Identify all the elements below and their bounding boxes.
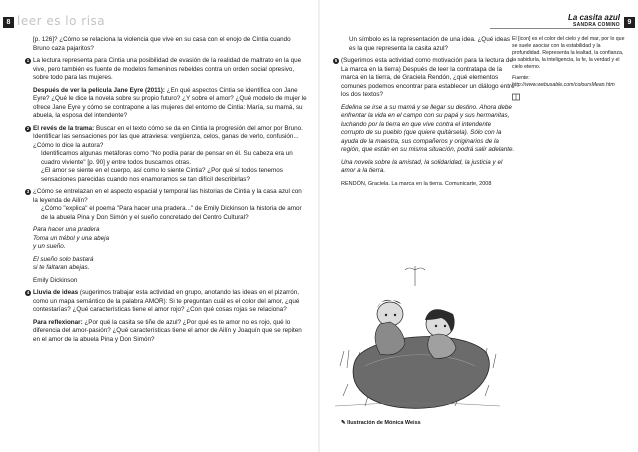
poem-line: El sueño solo bastará [33,255,94,263]
pencil-icon: ✎ [341,420,346,426]
paragraph: (Sugerimos esta actividad como motivación para la lectura de La marca en la tierra) Después de leer la contratapa de la marca en la tierra, de Graciela Rendón, ¿qué elementos comunes podemos encontrar para establecer un diálogo entre los dos textos? [341,57,515,98]
paragraph: [p. 126]? ¿Cómo se relaciona la violencia que vive en su casa con el enojo de Cintia cuando Bruno caza pajaritos? [33,36,291,52]
paragraph: ¿El amor se siente en el cuerpo, así como lo siente Cintia? ¿Por qué sí todos tenemos sensaciones parecidas cuando nos enamoramos se tan difícil describirlas? [41,167,283,183]
activity-item-1 [26,57,307,121]
illustration-credit: ✎ Ilustración de Mónica Weiss [341,420,421,426]
poem-stanza [33,226,307,252]
running-header: leer es lo risa [17,14,106,28]
main-column [334,36,516,192]
sidebar-text: El [icon] es el color del cielo y del mar, por lo que se suele asociar con la estabilidad y la profundidad. Representa la lealtad, la confianza, la sabiduría, la inteligencia, la fe, la verdad y el cielo eterno. [512,36,625,70]
poem-line: y un sueño. [33,243,66,250]
poem-stanza [33,256,307,273]
poem-line: Para hacer una pradera [33,226,100,233]
book-icon [512,93,520,101]
number-badge: 1 [26,58,30,63]
number-badge: 4 [26,290,30,295]
number-badge: 3 [26,189,30,194]
pillow [353,337,489,409]
paragraph: ¿Cómo "explica" el poema "Para hacer una pradera..." de Emily Dickinson la historia de amor de la abuela Pina y Don Simón y el sueño concretado del Centro Cultural? [41,205,302,221]
paragraph: ¿Cómo se entrelazan en el aspecto espacial y temporal las historias de Cintia y la casa azul con la leyenda de Ailín? [33,188,302,204]
header-rule [490,28,620,29]
book-blurb: Una novela sobre la amistad, la solidaridad, la justicia y el amor a la tierra. [341,158,503,174]
poem-line: Toma un trébol y una abeja [33,234,110,242]
left-column [26,36,307,348]
source-link: Fuente: http://www.webusable.com/coloursMean.htm [512,75,615,88]
activity-item-5 [334,57,516,100]
book-title: La casita azul [567,13,620,22]
paragraph: La lectura representa para Cintia una posibilidad de evasión de la realidad de maltrato en la que vive, pero también es fuente de modelos femeninos rebeldes contra un orden social opresivo, sobre todo para las mujeres. [33,57,302,81]
poem-line: si te faltaran abejas. [33,264,90,271]
activity-item-2 [26,124,307,185]
activity-item-4 [26,289,307,344]
page-number: 8 [3,17,14,28]
paragraph: Para reflexionar: ¿Por qué la casita se tiñe de azul? ¿Por qué es te amor no es rojo, qué lo diferencia del amor-pasión? ¿Qué características tiene el amor de Ailín y Joaquín que se repiten en el amor de la abuela Pina y Don Simón? [33,318,302,343]
paragraph: Después de ver la película Jane Eyre (2011): ¿En qué aspectos Cintia se identifica con Jane Eyre? ¿Qué le dice la novela sobre su propio futuro? ¿Y sobre el amor? ¿Qué modelo de mujer le ofrece Jane Eyre y cómo se contrapone a las mujeres del entorno de Cintia: María, su mamá, su abuela, la esposa del intendente? [33,86,307,119]
paragraph: Lluvia de ideas (sugerimos trabajar esta actividad en grupo, anotando las ideas en el pizarrón, como un mapa semántico de la palabra AMOR): Si te preguntan cuál es el color del amor, ¿qué contestarías? ¿Qué características tiene el amor rojo? ¿Con qué cosas rojas se relaciona? [33,289,300,313]
activity-item-3 [26,188,307,285]
paragraph: Un símbolo es la representación de una idea. ¿Qué ideas es la que representa la casita azul? [349,36,511,52]
paragraph: El revés de la trama: Buscar en el texto cómo se da en Cintia la progresión del amor por Bruno. Identificar las sensaciones por las que atraviesa: vergüenza, celos, ganas de verlo, confusión... ¿Cómo lo dice la autora? [33,124,303,149]
book-author: SANDRA COMINO [572,22,620,28]
page-number: 9 [624,17,635,28]
book-blurb: Edelina se irse a su mamá y se llegar su destino. Ahora debe enfrentar la vida en el campo con su papá y sus hermanitas, luchando por la tierra en que vive contra el intendente corrupto de su pueblo (que quiere quitársela). Sólo con la ayuda de la maestra, sus compañeros y originarios de la región, que están en su misma situación, podrá salir adelante. [341,103,515,153]
paragraph: Identificamos algunas metáforas como "No podía parar de pensar en él. Su cabeza era un cuadro viviente" [p. 90] y entre todos buscamos otras. [41,150,293,166]
left-page [0,0,318,452]
running-header [568,13,620,28]
number-badge: 2 [26,125,30,131]
illustration [335,256,500,416]
poem-author: Emily Dickinson [33,276,78,284]
citation: RENDÓN, Graciela. La marca en la tierra. Comunicarte, 2008 [341,180,492,187]
sidebar-note [512,36,627,104]
number-badge: 5 [334,58,338,63]
